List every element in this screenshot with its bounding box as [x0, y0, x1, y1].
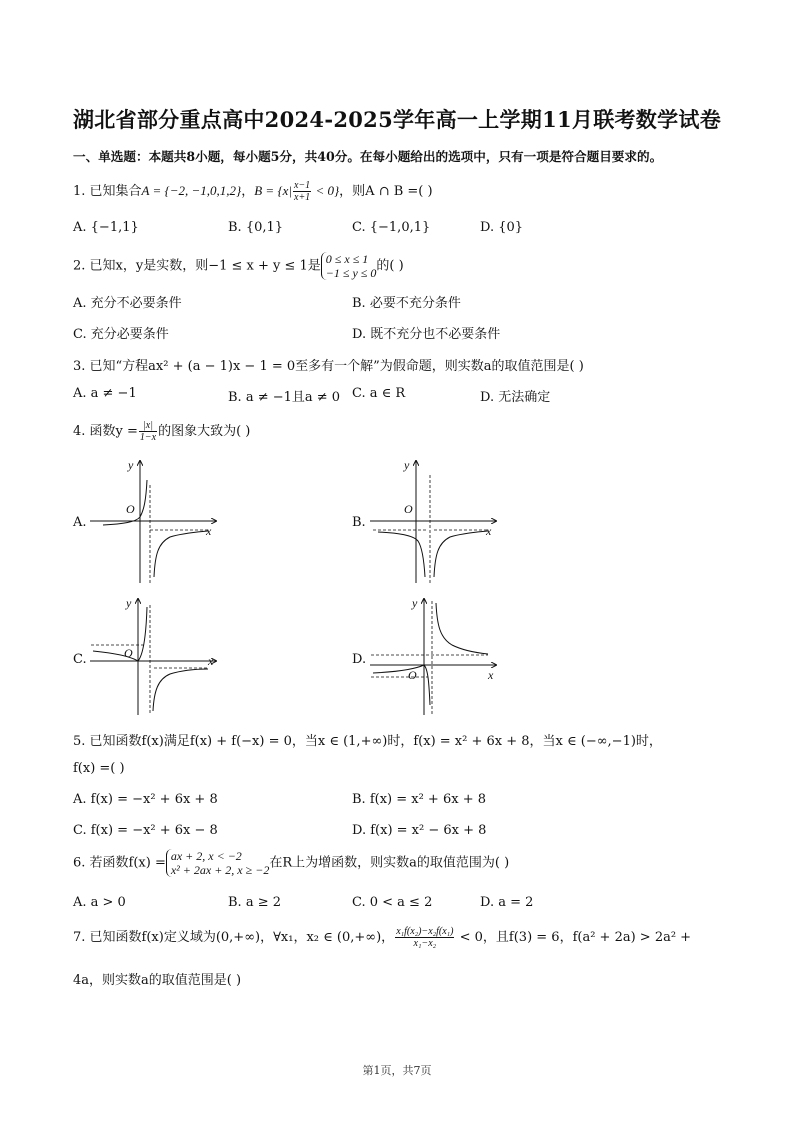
page-footer: 第1页，共7页 — [362, 1064, 432, 1077]
q1-option-a[interactable]: A. {−1,1} — [73, 220, 139, 235]
q6-option-a[interactable]: A. a > 0 — [73, 895, 126, 910]
q1-frac-den: x+1 — [294, 192, 311, 203]
graph-c-label[interactable]: C. — [73, 652, 87, 667]
q1-option-d[interactable]: D. {0} — [480, 220, 524, 235]
q1-option-c[interactable]: C. {−1,0,1} — [352, 220, 431, 235]
q7-fraction — [395, 926, 454, 949]
question-1 — [73, 180, 433, 203]
graph-d-x-label: x — [488, 668, 494, 682]
q2-option-d[interactable]: D. 既不充分也不必要条件 — [352, 327, 501, 342]
q6-piecewise — [166, 849, 269, 877]
q6-option-d[interactable]: D. a = 2 — [480, 895, 534, 910]
q1-prefix: 1. 已知集合 — [73, 184, 142, 199]
q1-set-a: A = {−2, −1,0,1,2} — [141, 183, 242, 198]
q2-tail: 的( ) — [376, 258, 404, 274]
q2-system — [321, 252, 377, 280]
q4-fraction — [139, 420, 157, 443]
q5-option-d[interactable]: D. f(x) = x² − 6x + 8 — [352, 823, 487, 838]
graph-c-y-label: y — [126, 596, 132, 610]
q1-fraction — [293, 180, 311, 203]
graph-a-y-label: y — [128, 458, 134, 472]
page-title: 湖北省部分重点高中2024-2025学年高一上学期11月联考数学试卷 — [72, 107, 722, 132]
q6-piece1: ax + 2, x < −2 — [170, 849, 242, 863]
q7-frac-num: x₁f(x₂)−x₂f(x₁) — [396, 926, 454, 937]
q5-option-b[interactable]: B. f(x) = x² + 6x + 8 — [352, 792, 486, 807]
graph-c-origin: O — [124, 646, 133, 660]
q3-option-c[interactable]: C. a ∈ R — [352, 386, 406, 401]
q6-tail: 在R上为增函数，则实数a的取值范围为( ) — [269, 855, 510, 871]
graph-c-x-label: x — [208, 654, 214, 668]
q4-frac-num: |x| — [139, 420, 157, 432]
graph-b-x-label: x — [486, 524, 492, 538]
q2-prefix: 2. 已知x，y是实数，则−1 ≤ x + y ≤ 1是 — [73, 258, 321, 274]
graph-b-origin: O — [404, 502, 413, 516]
q4-prefix: 4. 函数y = — [73, 424, 138, 439]
section-heading: 一、单选题：本题共8小题，每小题5分，共40分。在每小题给出的选项中，只有一项是符合题目要求的。 — [73, 149, 663, 164]
graph-d-label[interactable]: D. — [352, 652, 367, 667]
q1-set-b-post: < 0} — [312, 183, 340, 198]
q7-prefix: 7. 已知函数f(x)定义域为(0,+∞)，∀x₁，x₂ ∈ (0,+∞)， — [73, 930, 395, 945]
graph-c[interactable] — [88, 593, 223, 718]
graph-d-y-label: y — [412, 596, 418, 610]
q2-system-line2: −1 ≤ y ≤ 0 — [325, 266, 377, 280]
graph-a[interactable] — [88, 455, 223, 585]
graph-d-origin: O — [408, 668, 417, 682]
question-2 — [73, 252, 404, 280]
q7-frac-den: x₁−x₂ — [413, 938, 437, 949]
q5-option-a[interactable]: A. f(x) = −x² + 6x + 8 — [73, 792, 218, 807]
q5-option-c[interactable]: C. f(x) = −x² + 6x − 8 — [73, 823, 218, 838]
question-4 — [73, 420, 250, 443]
q4-frac-den: 1−x — [139, 432, 157, 443]
graph-b[interactable] — [368, 455, 503, 585]
question-5-line1: 5. 已知函数f(x)满足f(x) + f(−x) = 0，当x ∈ (1,+∞)时，f(x) = x² + 6x + 8，当x ∈ (−∞,−1)时， — [73, 734, 662, 749]
q2-option-b[interactable]: B. 必要不充分条件 — [352, 296, 461, 311]
q1-set-b-pre: B = {x| — [254, 183, 292, 198]
q2-option-a[interactable]: A. 充分不必要条件 — [73, 296, 182, 311]
q3-option-b[interactable]: B. a ≠ −1且a ≠ 0 — [228, 390, 341, 405]
question-7 — [73, 926, 691, 949]
question-7-line2: 4a，则实数a的取值范围是( ) — [73, 973, 242, 988]
q6-piece2: x² + 2ax + 2, x ≥ −2 — [170, 863, 270, 877]
q1-option-b[interactable]: B. {0,1} — [228, 220, 284, 235]
question-6 — [73, 849, 509, 877]
q3-option-d[interactable]: D. 无法确定 — [480, 390, 551, 405]
q3-option-a[interactable]: A. a ≠ −1 — [73, 386, 137, 401]
q2-system-line1: 0 ≤ x ≤ 1 — [325, 252, 369, 266]
graph-a-x-label: x — [206, 524, 212, 538]
question-3: 3. 已知“方程ax² + (a − 1)x − 1 = 0至多有一个解”为假命题，则实数a的取值范围是( ) — [73, 359, 584, 374]
question-5-line2: f(x) =( ) — [73, 761, 125, 776]
q4-tail: 的图象大致为( ) — [158, 424, 251, 439]
q1-frac-num: x−1 — [294, 180, 311, 191]
q1-mid: ， — [241, 184, 255, 199]
q2-option-c[interactable]: C. 充分必要条件 — [73, 327, 169, 342]
graph-a-label[interactable]: A. — [73, 515, 87, 530]
graph-d[interactable] — [368, 593, 503, 718]
graph-a-origin: O — [126, 502, 135, 516]
q1-tail: ，则A ∩ B =( ) — [339, 184, 433, 199]
graph-b-label[interactable]: B. — [352, 515, 366, 530]
q6-option-b[interactable]: B. a ≥ 2 — [228, 895, 281, 910]
q6-option-c[interactable]: C. 0 < a ≤ 2 — [352, 895, 433, 910]
graph-b-y-label: y — [404, 458, 410, 472]
q6-prefix: 6. 若函数f(x) = — [73, 855, 166, 871]
q7-tail: < 0，且f(3) = 6，f(a² + 2a) > 2a² + — [455, 930, 692, 945]
